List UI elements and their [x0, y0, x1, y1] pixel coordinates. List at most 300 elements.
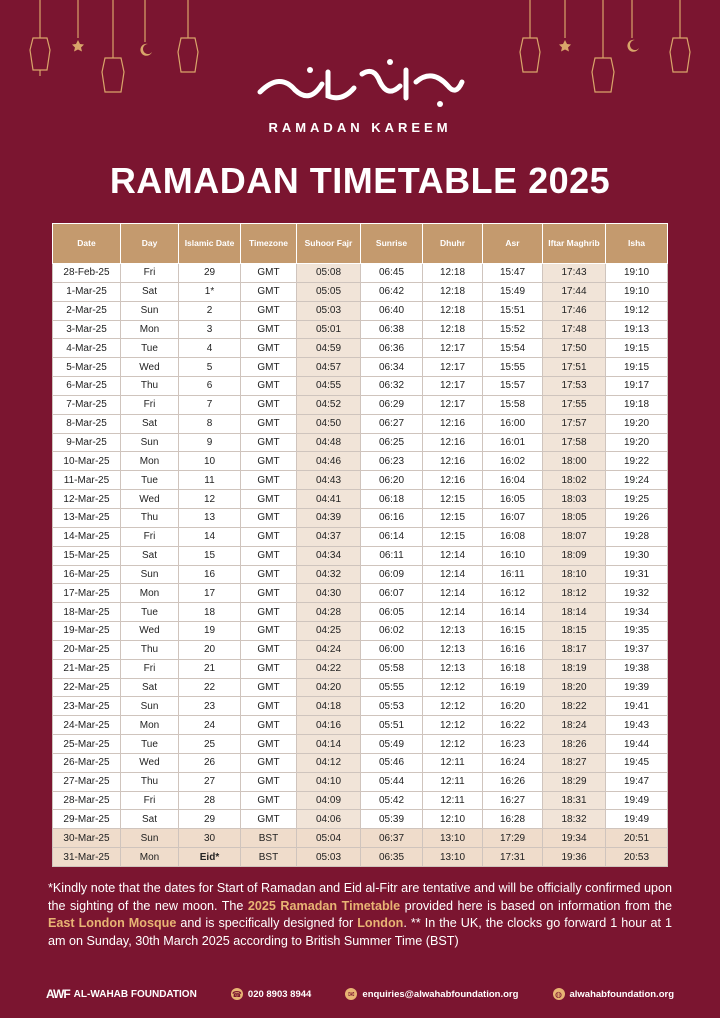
table-cell: GMT: [241, 697, 297, 716]
column-header: Dhuhr: [423, 224, 483, 264]
table-cell: 25: [179, 735, 241, 754]
table-cell: Thu: [121, 508, 179, 527]
table-cell: 20:53: [606, 848, 668, 867]
table-cell: 18:27: [543, 753, 606, 772]
table-cell: 05:49: [361, 735, 423, 754]
table-cell: Sat: [121, 414, 179, 433]
table-cell: 04:48: [297, 433, 361, 452]
table-cell: Sun: [121, 433, 179, 452]
table-cell: 21: [179, 659, 241, 678]
mail-icon: ✉: [345, 988, 357, 1000]
column-header: Sunrise: [361, 224, 423, 264]
note-text: and is specifically designed for: [176, 916, 358, 931]
table-cell: 18:20: [543, 678, 606, 697]
table-cell: 5: [179, 358, 241, 377]
table-cell: 06:00: [361, 640, 423, 659]
table-cell: 05:01: [297, 320, 361, 339]
table-cell: 15:58: [483, 395, 543, 414]
table-row: [53, 659, 668, 678]
table-cell: 15: [179, 546, 241, 565]
column-header: Iftar Maghrib: [543, 224, 606, 264]
table-cell: 4-Mar-25: [53, 339, 121, 358]
table-cell: GMT: [241, 527, 297, 546]
table-cell: 19:44: [606, 735, 668, 754]
table-cell: 17:44: [543, 282, 606, 301]
table-cell: 06:32: [361, 377, 423, 396]
column-header: Timezone: [241, 224, 297, 264]
table-cell: 04:12: [297, 753, 361, 772]
note-highlight-mosque: East London Mosque: [48, 916, 177, 931]
table-cell: 04:16: [297, 716, 361, 735]
table-cell: 19:31: [606, 565, 668, 584]
table-row: [53, 697, 668, 716]
table-cell: 16:02: [483, 452, 543, 471]
table-row: [53, 527, 668, 546]
table-cell: 16-Mar-25: [53, 565, 121, 584]
table-cell: Sun: [121, 697, 179, 716]
table-cell: 17:29: [483, 829, 543, 848]
table-cell: 04:43: [297, 471, 361, 490]
table-cell: Mon: [121, 584, 179, 603]
table-cell: 9: [179, 433, 241, 452]
email-address: enquiries@alwahabfoundation.org: [362, 988, 519, 1000]
table-cell: 04:22: [297, 659, 361, 678]
table-cell: 05:05: [297, 282, 361, 301]
table-cell: 12:14: [423, 584, 483, 603]
table-cell: 12:18: [423, 282, 483, 301]
table-cell: 06:29: [361, 395, 423, 414]
table-cell: Fri: [121, 527, 179, 546]
table-cell: Sun: [121, 829, 179, 848]
table-cell: 16:24: [483, 753, 543, 772]
table-cell: 18:02: [543, 471, 606, 490]
table-cell: Fri: [121, 395, 179, 414]
table-cell: 12:15: [423, 490, 483, 509]
note-highlight-city: London: [357, 916, 404, 931]
table-cell: 19:32: [606, 584, 668, 603]
table-cell: 15:49: [483, 282, 543, 301]
table-cell: 10-Mar-25: [53, 452, 121, 471]
table-cell: 12:16: [423, 471, 483, 490]
table-row: [53, 282, 668, 301]
table-cell: 19:18: [606, 395, 668, 414]
table-cell: 19:13: [606, 320, 668, 339]
ramadan-kareem-calligraphy: [0, 52, 720, 114]
table-cell: Sat: [121, 282, 179, 301]
table-cell: 24: [179, 716, 241, 735]
table-cell: 04:37: [297, 527, 361, 546]
table-row: [53, 395, 668, 414]
table-cell: 06:38: [361, 320, 423, 339]
foundation-name: AL-WAHAB FOUNDATION: [73, 988, 197, 1000]
website-url: alwahabfoundation.org: [569, 988, 674, 1000]
table-cell: 6: [179, 377, 241, 396]
table-cell: 16:22: [483, 716, 543, 735]
table-cell: Fri: [121, 659, 179, 678]
table-cell: 06:40: [361, 301, 423, 320]
table-cell: 13:10: [423, 848, 483, 867]
table-cell: Tue: [121, 735, 179, 754]
table-cell: 16:00: [483, 414, 543, 433]
table-cell: 12:13: [423, 640, 483, 659]
table-cell: GMT: [241, 377, 297, 396]
table-cell: GMT: [241, 471, 297, 490]
table-cell: 26-Mar-25: [53, 753, 121, 772]
table-cell: Thu: [121, 640, 179, 659]
table-cell: 16:20: [483, 697, 543, 716]
table-cell: 12:17: [423, 358, 483, 377]
table-cell: BST: [241, 829, 297, 848]
table-cell: 06:27: [361, 414, 423, 433]
table-cell: 19:49: [606, 791, 668, 810]
calligraphy-logo: [250, 52, 470, 114]
table-cell: Tue: [121, 603, 179, 622]
table-row: [53, 810, 668, 829]
table-cell: 12:14: [423, 603, 483, 622]
table-cell: 18: [179, 603, 241, 622]
table-cell: 04:34: [297, 546, 361, 565]
table-cell: 17:46: [543, 301, 606, 320]
table-cell: 19:26: [606, 508, 668, 527]
table-cell: 27-Mar-25: [53, 772, 121, 791]
table-cell: 1*: [179, 282, 241, 301]
table-cell: 3: [179, 320, 241, 339]
table-cell: 12:16: [423, 433, 483, 452]
table-cell: 19:35: [606, 622, 668, 641]
table-cell: 17: [179, 584, 241, 603]
table-cell: 15:51: [483, 301, 543, 320]
table-cell: 12:12: [423, 697, 483, 716]
table-cell: 18:05: [543, 508, 606, 527]
table-cell: 18:26: [543, 735, 606, 754]
table-cell: 8-Mar-25: [53, 414, 121, 433]
table-cell: 18:15: [543, 622, 606, 641]
table-cell: 06:18: [361, 490, 423, 509]
table-cell: GMT: [241, 320, 297, 339]
column-header: Date: [53, 224, 121, 264]
table-cell: 19:15: [606, 358, 668, 377]
table-cell: 04:41: [297, 490, 361, 509]
table-row: [53, 678, 668, 697]
table-cell: Mon: [121, 716, 179, 735]
table-cell: 19:15: [606, 339, 668, 358]
table-cell: 04:39: [297, 508, 361, 527]
table-cell: 12:18: [423, 264, 483, 283]
table-cell: 05:55: [361, 678, 423, 697]
table-cell: 20-Mar-25: [53, 640, 121, 659]
table-cell: Mon: [121, 848, 179, 867]
table-cell: 12:18: [423, 301, 483, 320]
table-cell: 06:14: [361, 527, 423, 546]
table-cell: Thu: [121, 377, 179, 396]
table-cell: 06:05: [361, 603, 423, 622]
table-cell: 19:37: [606, 640, 668, 659]
table-cell: 19:10: [606, 282, 668, 301]
table-cell: 12: [179, 490, 241, 509]
table-cell: 17:51: [543, 358, 606, 377]
table-row: [53, 301, 668, 320]
table-cell: 12:13: [423, 622, 483, 641]
table-cell: 12:17: [423, 395, 483, 414]
table-cell: 9-Mar-25: [53, 433, 121, 452]
table-cell: 05:51: [361, 716, 423, 735]
table-cell: 18:19: [543, 659, 606, 678]
table-cell: 5-Mar-25: [53, 358, 121, 377]
table-cell: 12:14: [423, 565, 483, 584]
table-cell: 13:10: [423, 829, 483, 848]
table-cell: 18:24: [543, 716, 606, 735]
table-cell: GMT: [241, 810, 297, 829]
table-cell: 12:16: [423, 452, 483, 471]
table-cell: GMT: [241, 622, 297, 641]
table-row: [53, 829, 668, 848]
table-row: [53, 772, 668, 791]
table-cell: GMT: [241, 395, 297, 414]
table-cell: 23: [179, 697, 241, 716]
table-cell: 05:53: [361, 697, 423, 716]
table-cell: 04:14: [297, 735, 361, 754]
table-cell: 04:52: [297, 395, 361, 414]
table-cell: 04:59: [297, 339, 361, 358]
email-contact[interactable]: [345, 988, 518, 1000]
table-cell: GMT: [241, 659, 297, 678]
table-cell: 12:17: [423, 377, 483, 396]
table-cell: 12:14: [423, 546, 483, 565]
table-cell: 16:16: [483, 640, 543, 659]
table-cell: 16:07: [483, 508, 543, 527]
table-row: [53, 452, 668, 471]
column-header: Asr: [483, 224, 543, 264]
table-cell: 23-Mar-25: [53, 697, 121, 716]
table-cell: 18:09: [543, 546, 606, 565]
table-cell: 18:29: [543, 772, 606, 791]
table-cell: 19:47: [606, 772, 668, 791]
table-cell: 06:35: [361, 848, 423, 867]
table-cell: 19:36: [543, 848, 606, 867]
table-row: [53, 377, 668, 396]
table-cell: 06:25: [361, 433, 423, 452]
table-row: [53, 584, 668, 603]
table-cell: 3-Mar-25: [53, 320, 121, 339]
table-cell: Eid*: [179, 848, 241, 867]
table-cell: GMT: [241, 490, 297, 509]
table-cell: Sat: [121, 678, 179, 697]
table-row: [53, 848, 668, 867]
table-cell: 17:48: [543, 320, 606, 339]
table-cell: Mon: [121, 320, 179, 339]
table-cell: 17:57: [543, 414, 606, 433]
table-cell: 14: [179, 527, 241, 546]
table-cell: 12:12: [423, 716, 483, 735]
table-cell: GMT: [241, 753, 297, 772]
table-cell: GMT: [241, 791, 297, 810]
table-cell: 15:47: [483, 264, 543, 283]
table-cell: 18:10: [543, 565, 606, 584]
table-cell: 12:18: [423, 320, 483, 339]
disclaimer-note: [48, 880, 672, 950]
table-cell: 06:09: [361, 565, 423, 584]
footer: [0, 980, 720, 1008]
table-cell: 06:34: [361, 358, 423, 377]
table-cell: 18:31: [543, 791, 606, 810]
table-cell: 30-Mar-25: [53, 829, 121, 848]
table-cell: 29: [179, 810, 241, 829]
table-cell: 19:30: [606, 546, 668, 565]
table-cell: 16:05: [483, 490, 543, 509]
note-text: . ** In the UK, the clocks go forward 1 hour at 1 am on Sunday, 30th March 2025 according to British Summer Time (BST): [48, 916, 672, 948]
column-header: Islamic Date: [179, 224, 241, 264]
table-cell: 11-Mar-25: [53, 471, 121, 490]
table-cell: 28-Mar-25: [53, 791, 121, 810]
table-cell: 12:12: [423, 678, 483, 697]
table-cell: GMT: [241, 678, 297, 697]
table-cell: 18:07: [543, 527, 606, 546]
table-row: [53, 753, 668, 772]
table-cell: 19:28: [606, 527, 668, 546]
table-cell: 12:11: [423, 772, 483, 791]
table-cell: BST: [241, 848, 297, 867]
table-cell: GMT: [241, 414, 297, 433]
table-cell: 4: [179, 339, 241, 358]
table-cell: 12:13: [423, 659, 483, 678]
table-cell: 04:06: [297, 810, 361, 829]
table-cell: 04:46: [297, 452, 361, 471]
table-cell: 05:03: [297, 301, 361, 320]
website-link[interactable]: [553, 988, 675, 1000]
table-cell: 05:44: [361, 772, 423, 791]
table-cell: 06:07: [361, 584, 423, 603]
table-cell: 16:01: [483, 433, 543, 452]
table-cell: 05:42: [361, 791, 423, 810]
table-cell: GMT: [241, 452, 297, 471]
table-cell: 04:09: [297, 791, 361, 810]
table-cell: 19:45: [606, 753, 668, 772]
table-row: [53, 603, 668, 622]
table-cell: 06:42: [361, 282, 423, 301]
column-header: Isha: [606, 224, 668, 264]
table-cell: GMT: [241, 358, 297, 377]
table-cell: Mon: [121, 452, 179, 471]
table-cell: 19:39: [606, 678, 668, 697]
table-cell: 17:43: [543, 264, 606, 283]
table-cell: 05:03: [297, 848, 361, 867]
table-cell: 19:38: [606, 659, 668, 678]
table-cell: 05:46: [361, 753, 423, 772]
table-cell: 19:17: [606, 377, 668, 396]
table-cell: 17:50: [543, 339, 606, 358]
table-cell: 15:52: [483, 320, 543, 339]
table-cell: 19:12: [606, 301, 668, 320]
table-cell: 17:55: [543, 395, 606, 414]
table-cell: GMT: [241, 565, 297, 584]
table-cell: 04:30: [297, 584, 361, 603]
table-cell: Tue: [121, 339, 179, 358]
table-cell: 14-Mar-25: [53, 527, 121, 546]
table-cell: 04:55: [297, 377, 361, 396]
table-cell: GMT: [241, 508, 297, 527]
table-cell: 06:36: [361, 339, 423, 358]
table-cell: 06:45: [361, 264, 423, 283]
table-cell: 19:22: [606, 452, 668, 471]
table-row: [53, 640, 668, 659]
table-row: [53, 358, 668, 377]
table-cell: 27: [179, 772, 241, 791]
table-cell: 20:51: [606, 829, 668, 848]
table-cell: Wed: [121, 622, 179, 641]
page-title: RAMADAN TIMETABLE 2025: [109, 160, 611, 201]
table-cell: 12-Mar-25: [53, 490, 121, 509]
table-header-row: [53, 224, 668, 264]
table-row: [53, 490, 668, 509]
phone-contact[interactable]: [231, 988, 311, 1000]
table-row: [53, 622, 668, 641]
table-cell: 13: [179, 508, 241, 527]
table-cell: 17-Mar-25: [53, 584, 121, 603]
table-cell: 15-Mar-25: [53, 546, 121, 565]
table-cell: 04:57: [297, 358, 361, 377]
table-cell: 16:26: [483, 772, 543, 791]
table-cell: 28-Feb-25: [53, 264, 121, 283]
table-cell: 16:08: [483, 527, 543, 546]
table-cell: 04:28: [297, 603, 361, 622]
table-cell: GMT: [241, 772, 297, 791]
column-header: Suhoor Fajr: [297, 224, 361, 264]
note-text: provided here is based on information from the: [400, 898, 672, 913]
table-cell: Wed: [121, 753, 179, 772]
table-cell: 12:11: [423, 753, 483, 772]
table-cell: 19:20: [606, 414, 668, 433]
table-cell: 04:50: [297, 414, 361, 433]
table-cell: 19: [179, 622, 241, 641]
table-cell: 19:10: [606, 264, 668, 283]
table-cell: Sun: [121, 301, 179, 320]
table-cell: Wed: [121, 490, 179, 509]
table-cell: 18:03: [543, 490, 606, 509]
table-cell: GMT: [241, 264, 297, 283]
table-row: [53, 264, 668, 283]
table-cell: 26: [179, 753, 241, 772]
table-cell: 04:25: [297, 622, 361, 641]
table-cell: Fri: [121, 791, 179, 810]
table-cell: 06:02: [361, 622, 423, 641]
table-cell: 22: [179, 678, 241, 697]
table-cell: Sat: [121, 546, 179, 565]
table-cell: 12:11: [423, 791, 483, 810]
table-cell: 19:20: [606, 433, 668, 452]
table-cell: 06:11: [361, 546, 423, 565]
table-cell: GMT: [241, 433, 297, 452]
table-cell: 18:32: [543, 810, 606, 829]
foundation-logo: [46, 987, 197, 1001]
table-cell: 19:41: [606, 697, 668, 716]
table-cell: 21-Mar-25: [53, 659, 121, 678]
table-cell: 19:34: [606, 603, 668, 622]
table-cell: 16: [179, 565, 241, 584]
table-cell: 17:31: [483, 848, 543, 867]
table-cell: 18:17: [543, 640, 606, 659]
table-cell: 18:00: [543, 452, 606, 471]
table-cell: 15:54: [483, 339, 543, 358]
table-cell: 16:28: [483, 810, 543, 829]
ramadan-kareem-subtitle: RAMADAN KAREEM: [268, 120, 452, 135]
table-cell: 31-Mar-25: [53, 848, 121, 867]
table-cell: 18:12: [543, 584, 606, 603]
table-cell: 12:15: [423, 527, 483, 546]
table-cell: 2-Mar-25: [53, 301, 121, 320]
table-cell: 16:27: [483, 791, 543, 810]
table-cell: 12:17: [423, 339, 483, 358]
table-cell: 06:16: [361, 508, 423, 527]
